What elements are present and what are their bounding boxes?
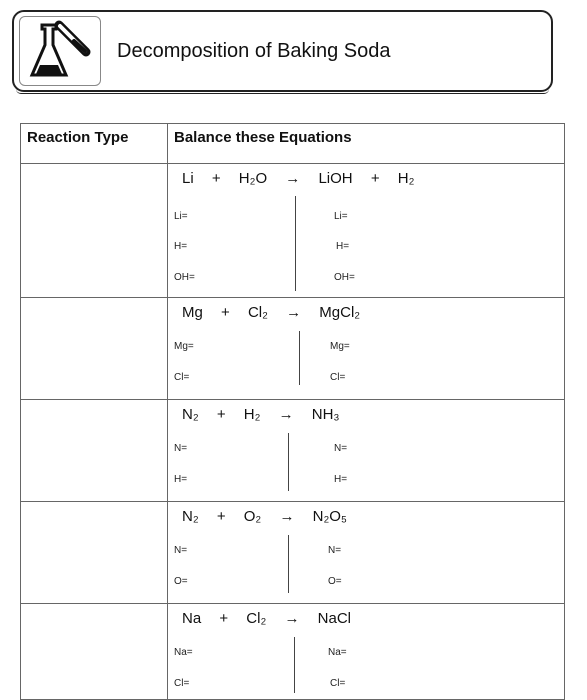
reactant: N₂: [182, 406, 199, 423]
yields-arrow: →: [285, 170, 301, 187]
table-row: [21, 604, 565, 700]
yields-arrow: →: [286, 304, 302, 321]
product-atom-count: N=: [328, 545, 342, 556]
product: N₂O₅: [312, 508, 347, 525]
yields-arrow: →: [279, 508, 295, 525]
reaction-type-cell[interactable]: [21, 400, 168, 502]
reactant-atom-count: OH=: [174, 272, 195, 283]
reactant: Mg: [182, 304, 203, 321]
product-atom-count: Na=: [328, 647, 347, 658]
chemical-equation: [182, 170, 414, 187]
plus-sign: +: [370, 170, 380, 187]
product-atom-count: N=: [334, 443, 348, 454]
product-atom-count: Cl=: [330, 372, 346, 383]
reactant-atom-count: H=: [174, 241, 188, 252]
plus-sign: +: [221, 304, 230, 321]
divider-line: [288, 433, 289, 491]
reactant: Li: [182, 170, 194, 187]
chemical-equation: [182, 508, 347, 525]
reactant-atom-count: O=: [174, 576, 188, 587]
divider-line: [288, 535, 289, 593]
plus-sign: +: [216, 508, 226, 525]
product-atom-count: Mg=: [330, 341, 350, 352]
table-row: [21, 502, 565, 604]
reactant-atom-count: Na=: [174, 647, 193, 658]
reaction-type-cell[interactable]: [21, 298, 168, 400]
product-atom-count: O=: [328, 576, 342, 587]
page-title: Decomposition of Baking Soda: [117, 40, 391, 62]
equation-cell: [168, 604, 565, 700]
worksheet-table: [20, 123, 565, 700]
logo: [19, 16, 101, 86]
flask-test-tube-icon: [26, 19, 96, 83]
title-banner: [12, 10, 553, 92]
equation-cell: [168, 502, 565, 604]
reaction-type-cell[interactable]: [21, 164, 168, 298]
reaction-type-cell[interactable]: [21, 604, 168, 700]
equation-cell: [168, 164, 565, 298]
reactant-atom-count: Mg=: [174, 341, 194, 352]
product: MgCl₂: [319, 304, 361, 321]
reactant: Na: [182, 610, 202, 627]
reaction-type-cell[interactable]: [21, 502, 168, 604]
equation-cell: [168, 298, 565, 400]
divider-line: [295, 196, 296, 291]
chemical-equation: [182, 610, 351, 627]
reactant-atom-count: H=: [174, 474, 188, 485]
product: NH₃: [311, 406, 340, 423]
chemical-equation: [182, 304, 360, 321]
product: LiOH: [318, 170, 353, 187]
product: NaCl: [317, 610, 351, 627]
plus-sign: +: [216, 406, 226, 423]
divider-line: [294, 637, 295, 693]
product-atom-count: H=: [334, 474, 348, 485]
plus-sign: +: [219, 610, 229, 627]
reactant-atom-count: N=: [174, 545, 188, 556]
product-atom-count: Cl=: [330, 678, 346, 689]
product-atom-count: OH=: [334, 272, 355, 283]
reactant: Cl₂: [247, 304, 268, 321]
reactant-atom-count: Cl=: [174, 372, 190, 383]
chemical-equation: [182, 406, 340, 423]
reactant-atom-count: N=: [174, 443, 188, 454]
reaction-type-header: Reaction Type: [21, 124, 168, 164]
equation-cell: [168, 400, 565, 502]
table-row: [21, 298, 565, 400]
table-row: [21, 164, 565, 298]
reactant: Cl₂: [246, 610, 267, 627]
reactant: H₂: [243, 406, 261, 423]
balance-equations-header: Balance these Equations: [168, 124, 565, 164]
reactant: O₂: [243, 508, 262, 525]
product-atom-count: H=: [336, 241, 350, 252]
product-atom-count: Li=: [334, 211, 348, 222]
table-header-row: [21, 124, 565, 164]
table-row: [21, 400, 565, 502]
reactant-atom-count: Li=: [174, 211, 188, 222]
reactant: N₂: [182, 508, 199, 525]
plus-sign: +: [211, 170, 221, 187]
divider-line: [299, 331, 300, 385]
product: H₂: [397, 170, 415, 187]
reactant: H₂O: [238, 170, 268, 187]
yields-arrow: →: [284, 610, 300, 627]
yields-arrow: →: [278, 406, 294, 423]
reactant-atom-count: Cl=: [174, 678, 190, 689]
